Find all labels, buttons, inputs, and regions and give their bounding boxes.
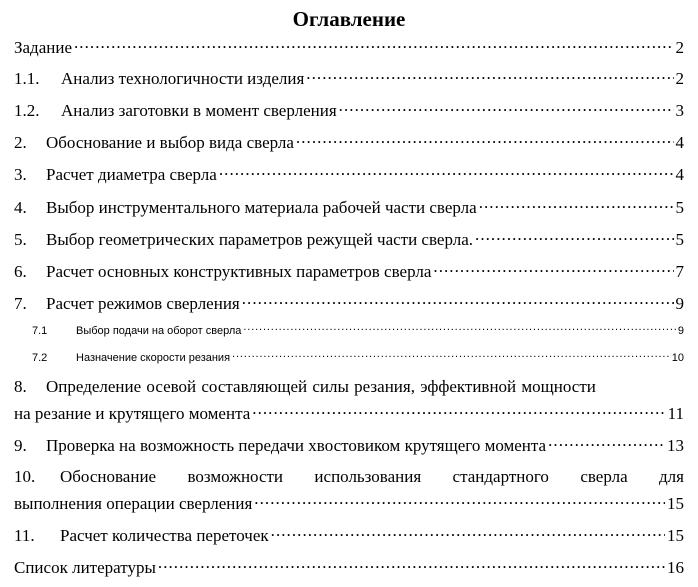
toc-leader [232, 350, 670, 361]
toc-leader [479, 196, 674, 213]
toc-entry-page: 13 [667, 436, 684, 455]
toc-entry-page: 11 [667, 404, 684, 423]
toc-entry[interactable] [14, 556, 684, 578]
toc-entry-number: 3. [14, 165, 27, 184]
toc-entry[interactable] [14, 434, 684, 456]
toc-entry-page: 10 [671, 352, 684, 364]
toc-leader [74, 36, 674, 53]
toc-title: Оглавление [292, 7, 406, 31]
toc-leader [254, 492, 665, 509]
toc-entry-label: Расчет основных конструктивных параметров сверла [46, 262, 432, 281]
toc-entry-page: 15 [667, 526, 684, 545]
toc-entry-label: Расчет диаметра сверла [46, 165, 217, 184]
toc-subentry[interactable] [32, 323, 684, 338]
toc-entry-label: Выбор подачи на оборот сверла [76, 325, 242, 337]
toc-entry-number: 6. [14, 262, 27, 281]
toc-entry-number: 1.1. [14, 69, 40, 88]
toc-entry-number: 5. [14, 230, 27, 249]
toc-entry-page: 9 [677, 325, 684, 337]
toc-entry-number: 11. [14, 526, 35, 545]
toc-entry-number: 2. [14, 133, 27, 152]
toc-entry-page: 2 [675, 69, 684, 88]
toc-entry-label: Список литературы [14, 558, 156, 577]
toc-entry[interactable] [14, 292, 684, 314]
toc-entry-number: 1.2. [14, 101, 40, 120]
toc-entry-label: Определение осевой составляющей силы резания, эффективной мощности [46, 377, 596, 396]
toc-entry[interactable] [14, 67, 684, 89]
toc-entry[interactable] [14, 131, 684, 153]
toc-entry-page: 2 [675, 38, 684, 57]
toc-leader [548, 434, 665, 451]
toc-entry-label: выполнения операции сверления [14, 494, 253, 513]
toc-entry-page: 3 [675, 101, 684, 120]
toc-entry-line1[interactable] [14, 467, 684, 487]
toc-entry[interactable] [14, 99, 684, 121]
toc-leader [339, 99, 674, 116]
toc-entry-number: 7.1 [32, 325, 48, 337]
toc-entry-page: 16 [667, 558, 684, 577]
toc-leader [296, 131, 674, 148]
toc-entry[interactable] [14, 163, 684, 185]
toc-entry-page: 4 [675, 165, 684, 184]
toc-entry-label: Обоснование и выбор вида сверла [46, 133, 294, 152]
toc-entry-line2[interactable] [14, 492, 684, 514]
toc-leader [475, 228, 673, 245]
toc-entry-page: 5 [675, 198, 684, 217]
toc-entry-number: 8. [14, 377, 27, 396]
toc-entry[interactable] [14, 196, 684, 218]
toc-entry[interactable] [14, 228, 684, 250]
toc-entry-label: Задание [14, 38, 72, 57]
toc-entry-number: 4. [14, 198, 27, 217]
toc-entry-page: 9 [675, 294, 684, 313]
toc-leader [433, 260, 673, 277]
toc-leader [243, 323, 675, 334]
toc-entry-page: 4 [675, 133, 684, 152]
toc-entry-page: 7 [675, 262, 684, 281]
toc-entry-line2[interactable] [14, 402, 684, 424]
toc-subentry[interactable] [32, 350, 684, 365]
toc-entry[interactable] [14, 524, 684, 546]
toc-entry-label: Анализ технологичности изделия [61, 69, 305, 88]
toc-entry-label: Назначение скорости резания [76, 352, 231, 364]
toc-entry-label: Проверка на возможность передачи хвостовиком крутящего момента [46, 436, 547, 455]
toc-entry-label: Обоснование возможности использования стандартного сверла для [60, 467, 684, 486]
toc-entry-line1[interactable] [14, 377, 684, 397]
toc-entry-label: Выбор инструментального материала рабочей части сверла [46, 198, 477, 217]
toc-leader [306, 67, 673, 84]
toc-leader [252, 402, 665, 419]
toc-leader [158, 556, 665, 573]
toc-entry-label: на резание и крутящего момента [14, 404, 251, 423]
toc-entry[interactable] [14, 260, 684, 282]
toc-entry-label: Расчет количества переточек [60, 526, 269, 545]
toc-entry-number: 10. [14, 467, 36, 486]
toc-entry-number: 7. [14, 294, 27, 313]
toc-leader [242, 292, 674, 309]
toc-entry-number: 9. [14, 436, 27, 455]
toc-entry-label: Расчет режимов сверления [46, 294, 240, 313]
toc-leader [219, 163, 674, 180]
toc-entry[interactable] [14, 36, 684, 58]
toc-leader [271, 524, 665, 541]
toc-entry-number: 7.2 [32, 352, 48, 364]
toc-entry-label: Выбор геометрических параметров режущей части сверла. [46, 230, 474, 249]
toc-entry-label: Анализ заготовки в момент сверления [61, 101, 337, 120]
toc-entry-page: 15 [667, 494, 684, 513]
toc-entry-page: 5 [675, 230, 684, 249]
